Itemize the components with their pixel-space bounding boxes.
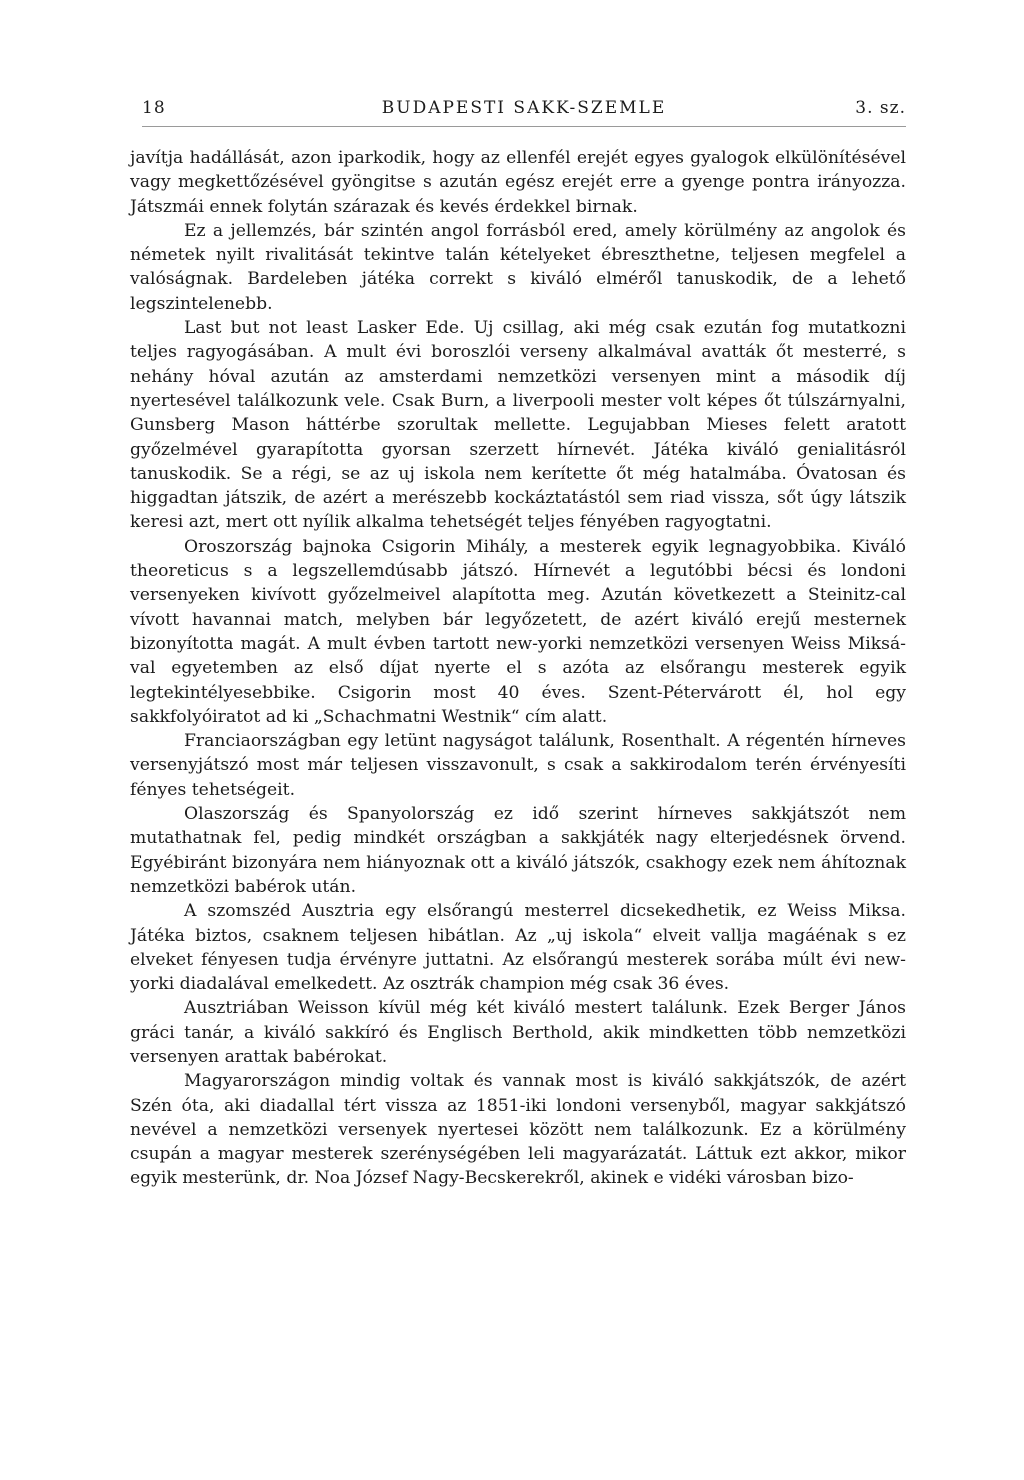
paragraph: Ausztriában Weisson kívül még két kiváló mestert találunk. Ezek Berger János gráci tanár, a kiváló sakkíró és Englisch Berthold, akik mindketten több nemzetközi versenyen arattak babérokat. <box>130 998 906 1067</box>
running-header <box>142 98 906 128</box>
paragraph: Magyarországon mindig voltak és vannak most is kiváló sakkjátszók, de azért Szén óta, aki diadallal tért vissza az 1851-iki londoni versenyből, magyar sakkjátszó nevével a nemzetközi versenyek nyertesei között nem találkozunk. Ez a körülmény csupán a magyar mesterek szerénységében leli magyarázatát. Láttuk ezt akkor, mikor egyik mesterünk, dr. Noa József Nagy-Becskerekről, akinek e vidéki városban bizo- <box>130 1071 906 1189</box>
paragraph: javítja hadállását, azon iparkodik, hogy az ellenfél erejét egyes gyalogok elkülönítésével vagy megkettőzésével gyöngitse s azután egész erejét erre a gyenge pontra irányozza. Játszmái ennek folytán szárazak és kevés érdekkel birnak. <box>130 148 906 217</box>
article-body <box>130 146 906 1191</box>
paragraph: Last but not least Lasker Ede. Uj csillag, aki még csak ezután fog mutatkozni teljes ragyogásában. A mult évi boroszlói verseny alkalmával avatták őt mesterré, s nehány hóval azután az amsterdami nemzetközi versenyen mint a második díj nyertesével találkozunk vele. Csak Burn, a liverpooli mester volt képes őt túlszárnyalni, Gunsberg Mason háttérbe szorultak mellette. Legujabban Mieses felett aratott győzelmével gyarapította gyorsan szerzett hírnevét. Játéka kiváló genialitásról tanuskodik. Se a régi, se az uj iskola nem kerítette őt még hatalmába. Óvatosan és higgadtan játszik, de azért a merészebb kockáztatástól sem riad vissza, sőt úgy látszik keresi azt, mert ott nyílik alkalma tehetségét teljes fényében ragyogtatni. <box>130 318 906 533</box>
paragraph: Olaszország és Spanyolország ez idő szerint hírneves sakkjátszót nem mutathatnak fel, pedig mindkét országban a sakkjáték nagy elterjedésnek örvend. Egyébiránt bizonyára nem hiányoznak ott a kiváló játszók, csakhogy ezek nem áhítoznak nemzetközi babérok után. <box>130 804 906 897</box>
header-rule <box>142 126 906 127</box>
paragraph: A szomszéd Ausztria egy elsőrangú mesterrel dicsekedhetik, ez Weiss Miksa. Játéka biztos, csaknem teljesen hibátlan. Az „uj iskola“ elveit vallja magáénak s ez elveket fényesen tudja érvényre juttatni. Az elsőrangú mesterek sorába múlt évi new-yorki diadalával emelkedett. Az osztrák champion még csak 36 éves. <box>130 901 906 995</box>
paragraph: Ez a jellemzés, bár szintén angol forrásból ered, amely körülmény az angolok és németek nyilt rivalitását tekintve talán kételyeket ébreszthetne, teljesen megfelel a valóságnak. Bardeleben játéka correkt s kiváló elméről tanuskodik, de a lehető legszintelenebb. <box>130 220 906 314</box>
paragraph: Franciaországban egy letünt nagyságot találunk, Rosenthalt. A régentén hírneves versenyjátszó most már teljesen visszavonult, s csak a sakkirodalom terén érvényesíti fényes tehetségeit. <box>130 731 906 800</box>
page-number: 18 <box>142 98 166 118</box>
issue-number: 3. sz. <box>855 98 906 118</box>
running-title: BUDAPESTI SAKK-SZEMLE <box>381 98 667 118</box>
paragraph: Oroszország bajnoka Csigorin Mihály, a mesterek egyik legnagyobbika. Kiváló theoreticus s a legszellemdúsabb játszó. Hírnevét a legutóbbi bécsi és londoni versenyeken kivívott győzelmeivel alapította meg. Azután következett a Steinitz-cal vívott havannai match, melyben bár legyőzetett, de azért kiváló erejű mesternek bizonyította magát. A mult évben tartott new-yorki nemzetközi versenyen Weiss Miksá-val egyetemben az első díjat nyerte el s azóta az elsőrangu mesterek egyik legtekintélyesebbike. Csigorin most 40 éves. Szent-Pétervárott él, hol egy sakkfolyóiratot ad ki „Schachmatni Westnik“ cím alatt. <box>130 536 906 727</box>
